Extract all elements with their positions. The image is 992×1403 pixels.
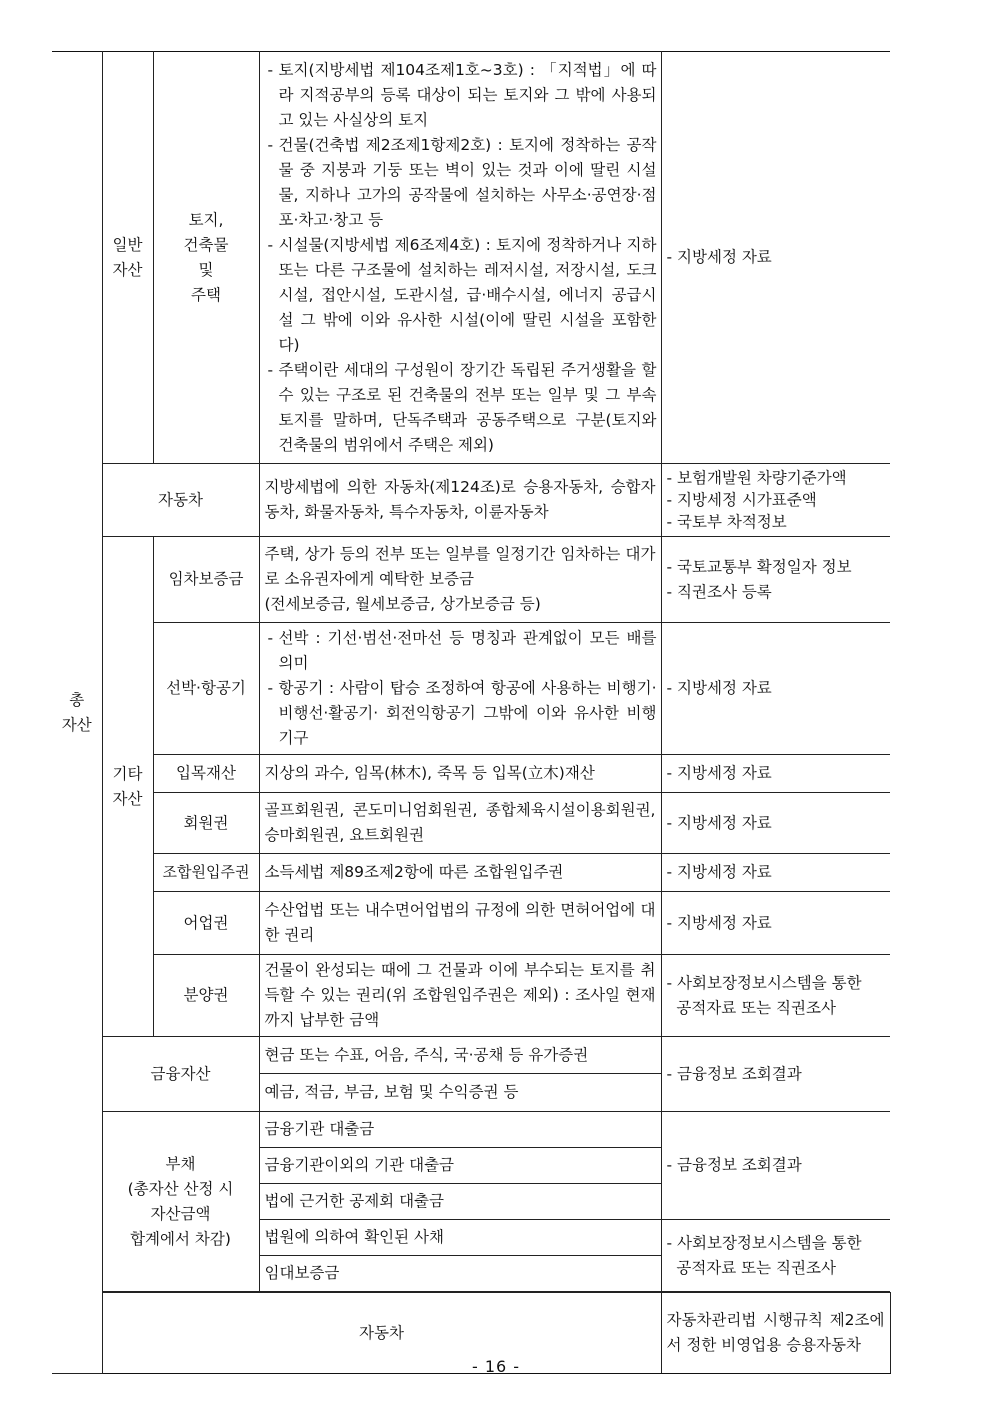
row-membership <box>52 793 890 854</box>
page-number: - 16 - <box>471 1357 521 1376</box>
facility-item: - 시설물(지방세법 제6조제4호) : 토지에 정착하거나 지하 또는 다른 구조물에 설치하는 레저시설, 저장시설, 도크시설, 접안시설, 도관시설, 급·배수시설, 에너지 공급시설 그 밖에 이와 유사한 시설(이에 딸린 시설을 포함한다) <box>264 233 657 358</box>
debt-item-bank-loan: 금융기관 대출금 <box>259 1112 661 1148</box>
fishery-desc: 수산업법 또는 내수면어업법의 규정에 의한 면허어업에 대한 권리 <box>259 892 661 955</box>
row-land <box>52 52 890 464</box>
union-right-source: - 지방세정 자료 <box>661 854 890 892</box>
row-lease-deposit <box>52 537 890 623</box>
membership-desc: 골프회원권, 콘도미니엄회원권, 종합체육시설이용회원권, 승마회원권, 요트회원권 <box>259 793 661 854</box>
car-source-3: - 국토부 차적정보 <box>666 513 787 531</box>
ship-aircraft-source: - 지방세정 자료 <box>661 623 890 755</box>
ship-aircraft-desc <box>259 623 661 755</box>
debt-source-a: - 금융정보 조회결과 <box>661 1112 890 1220</box>
car-source-1: - 보험개발원 차량기준가액 <box>666 469 847 487</box>
ship-item: - 선박 : 기선·범선·전마선 등 명칭과 관계없이 모든 배를 의미 <box>264 626 657 676</box>
debt-label: 부채 (총자산 산정 시 자산금액 합계에서 차감) <box>102 1112 259 1292</box>
union-right-desc: 소득세법 제89조제2항에 따른 조합원입주권 <box>259 854 661 892</box>
other-assets-label: 기타 자산 <box>102 537 153 1037</box>
land-building-desc <box>259 52 661 464</box>
presale-source-1: - 사회보장정보시스템을 통한 <box>666 973 862 992</box>
union-right-label: 조합원입주권 <box>153 854 259 892</box>
fishery-source: - 지방세정 자료 <box>661 892 890 955</box>
row-presale <box>52 955 890 1037</box>
building-item: - 건물(건축법 제2조제1항제2호) : 토지에 정착하는 공작물 중 지붕과 기둥 또는 벽이 있는 것과 이에 딸린 시설물, 지하나 고가의 공작물에 설치하는 사무소·공연장·점포·차고·창고 등 <box>264 133 657 233</box>
presale-desc: 건물이 완성되는 때에 그 건물과 이에 부수되는 토지를 취득할 수 있는 권리(위 조합원입주권은 제외) : 조사일 현재까지 납부한 금액 <box>259 955 661 1037</box>
ship-aircraft-list <box>264 626 657 751</box>
general-assets-label: 일반 자산 <box>102 52 153 464</box>
vehicle-label: 자동차 <box>102 1293 661 1374</box>
timber-label: 입목재산 <box>153 755 259 793</box>
row-financial-1 <box>52 1037 890 1074</box>
presale-source-2: 공적자료 또는 직권조사 <box>666 998 836 1017</box>
row-debt-1 <box>52 1112 890 1148</box>
financial-item-securities: 현금 또는 수표, 어음, 주식, 국·공채 등 유가증권 <box>259 1037 661 1074</box>
car-source-2: - 지방세정 시가표준액 <box>666 491 817 509</box>
lease-deposit-sources <box>661 537 890 623</box>
row-union-right <box>52 854 890 892</box>
debt-item-mutual-aid-loan: 법에 근거한 공제회 대출금 <box>259 1184 661 1220</box>
timber-desc: 지상의 과수, 임목(林木), 죽목 등 입목(立木)재산 <box>259 755 661 793</box>
fishery-label: 어업권 <box>153 892 259 955</box>
timber-source: - 지방세정 자료 <box>661 755 890 793</box>
debt-source-b <box>661 1220 890 1292</box>
total-assets-label: 총 자산 <box>52 52 102 1374</box>
land-building-list <box>264 58 657 458</box>
presale-sources <box>661 955 890 1037</box>
row-timber <box>52 755 890 793</box>
presale-label: 분양권 <box>153 955 259 1037</box>
aircraft-item: - 항공기 : 사람이 탑승 조정하여 항공에 사용하는 비행기·비행선·활공기· 회전익항공기 그밖에 이와 유사한 비행기구 <box>264 676 657 751</box>
financial-source: - 금융정보 조회결과 <box>661 1037 890 1112</box>
car-sources <box>661 464 890 537</box>
lease-source-2: - 직권조사 등록 <box>666 582 772 601</box>
asset-definition-table <box>52 51 890 1374</box>
land-item: - 토지(지방세법 제104조제1호~3호) : 「지적법」에 따라 지적공부의 등록 대상이 되는 토지와 그 밖에 사용되고 있는 사실상의 토지 <box>264 58 657 133</box>
financial-label: 금융자산 <box>102 1037 259 1112</box>
housing-item: - 주택이란 세대의 구성원이 장기간 독립된 주거생활을 할 수 있는 구조로 된 건축물의 전부 또는 일부 및 그 부속 토지를 말하며, 단독주택과 공동주택으로 구분(토지와 건축물의 범위에서 주택은 제외) <box>264 358 657 458</box>
land-source: - 지방세정 자료 <box>661 52 890 464</box>
debt-source-b-1: - 사회보장정보시스템을 통한 <box>666 1233 862 1252</box>
car-desc: 지방세법에 의한 자동차(제124조)로 승용자동차, 승합자동차, 화물자동차, 특수자동차, 이륜자동차 <box>259 464 661 537</box>
lease-source-1: - 국토교통부 확정일자 정보 <box>666 557 852 576</box>
membership-source: - 지방세정 자료 <box>661 793 890 854</box>
ship-aircraft-label: 선박·항공기 <box>153 623 259 755</box>
row-ship-aircraft <box>52 623 890 755</box>
membership-label: 회원권 <box>153 793 259 854</box>
debt-item-private-loan: 법원에 의하여 확인된 사채 <box>259 1220 661 1256</box>
row-fishery <box>52 892 890 955</box>
lease-deposit-label: 임차보증금 <box>153 537 259 623</box>
debt-item-rental-deposit: 임대보증금 <box>259 1256 661 1292</box>
car-label: 자동차 <box>102 464 259 537</box>
debt-source-b-2: 공적자료 또는 직권조사 <box>666 1258 836 1277</box>
lease-deposit-desc: 주택, 상가 등의 전부 또는 일부를 일정기간 임차하는 대가로 소유권자에게 예탁한 보증금 (전세보증금, 월세보증금, 상가보증금 등) <box>259 537 661 623</box>
land-building-label: 토지, 건축물 및 주택 <box>153 52 259 464</box>
row-car <box>52 464 890 537</box>
vehicle-desc: 자동차관리법 시행규칙 제2조에서 정한 비영업용 승용자동차 <box>661 1293 890 1374</box>
debt-item-nonbank-loan: 금융기관이외의 기관 대출금 <box>259 1148 661 1184</box>
financial-item-deposits: 예금, 적금, 부금, 보험 및 수익증권 등 <box>259 1074 661 1112</box>
